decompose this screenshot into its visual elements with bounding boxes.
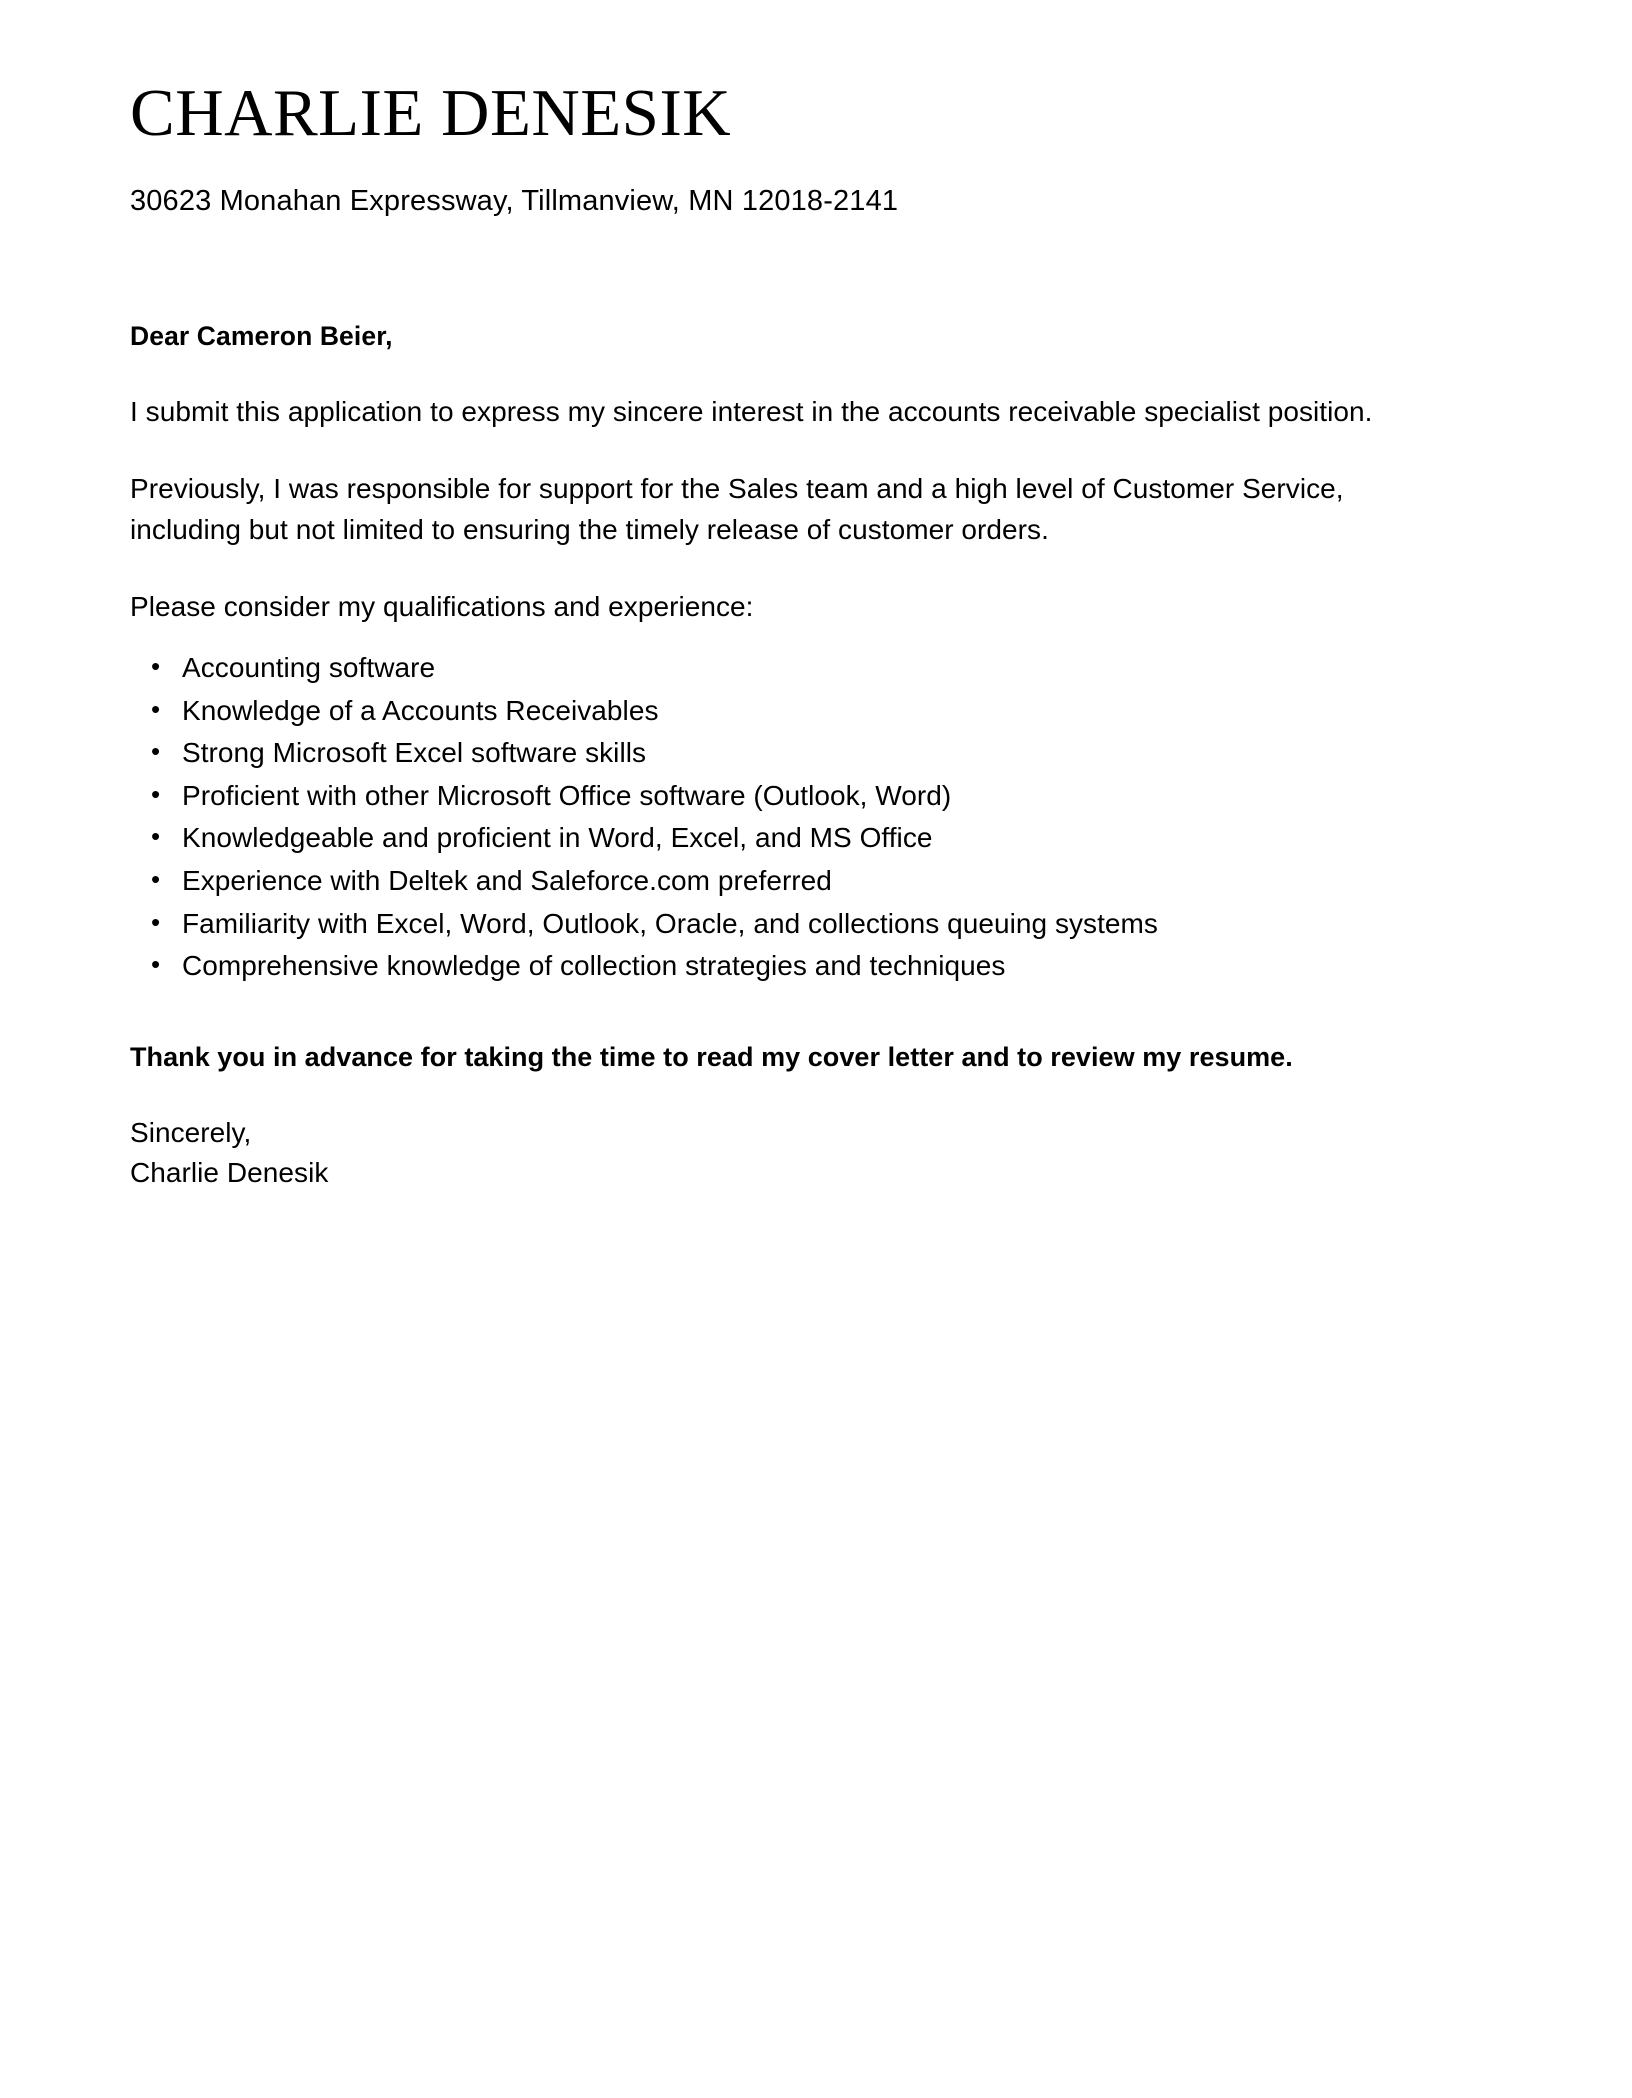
- list-item: • Comprehensive knowledge of collection strategies and techniques: [130, 951, 1502, 994]
- letter-body: [130, 317, 1502, 1193]
- list-item: • Accounting software: [130, 653, 1502, 696]
- list-item: • Experience with Deltek and Saleforce.com preferred: [130, 866, 1502, 909]
- list-item: • Knowledge of a Accounts Receivables: [130, 696, 1502, 739]
- list-item: • Familiarity with Excel, Word, Outlook, Oracle, and collections queuing systems: [130, 909, 1502, 952]
- letterhead: [130, 78, 1502, 221]
- applicant-address: 30623 Monahan Expressway, Tillmanview, MN 12018-2141: [130, 185, 899, 218]
- qualifications-intro: Please consider my qualifications and experience:: [130, 590, 754, 622]
- applicant-name: CHARLIE DENESIK: [130, 76, 732, 150]
- signature-block: [130, 1113, 1502, 1194]
- experience-paragraph: Previously, I was responsible for support for the Sales team and a high level of Customer Service, including but not limited to ensuring the timely release of customer orders.: [130, 472, 1344, 545]
- list-item: • Strong Microsoft Excel software skills: [130, 738, 1502, 781]
- list-item: • Knowledgeable and proficient in Word, Excel, and MS Office: [130, 823, 1502, 866]
- qualifications-list: [130, 653, 1502, 993]
- signoff-salutation: Sincerely,: [130, 1116, 252, 1148]
- list-item: • Proficient with other Microsoft Office software (Outlook, Word): [130, 781, 1502, 824]
- intro-paragraph: I submit this application to express my sincere interest in the accounts receivable specialist position.: [130, 395, 1373, 427]
- salutation: Dear Cameron Beier,: [130, 321, 393, 352]
- closing-thank-you: Thank you in advance for taking the time to read my cover letter and to review my resume.: [130, 1041, 1293, 1072]
- signature-name: Charlie Denesik: [130, 1157, 329, 1189]
